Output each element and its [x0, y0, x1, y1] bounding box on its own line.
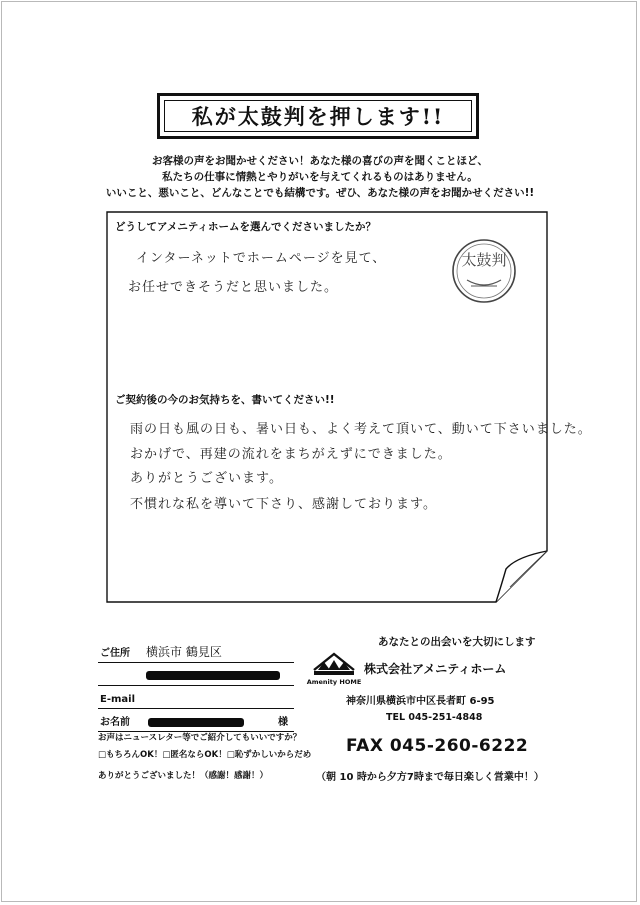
taikoban-stamp-icon	[449, 236, 519, 306]
stamp-text: 太鼓判	[461, 251, 507, 269]
redaction-bar	[146, 671, 280, 680]
intro-text	[100, 153, 540, 201]
question-1-label: どうしてアメニティホームを選んでくださいましたか？	[115, 221, 377, 233]
redaction-bar	[148, 718, 244, 727]
name-suffix: 様	[278, 717, 288, 728]
intro-line: 私たちの仕事に情熱とやりがいを与えてくれるものはありません。	[162, 171, 478, 183]
amenity-home-logo-icon	[306, 648, 362, 688]
name-label: お名前	[100, 717, 130, 728]
answer-1-line: お任せできそうだと思いました。	[128, 280, 339, 295]
intro-line: お客様の声をお聞かせください！あなた様の喜びの声を聞くことほど、	[152, 155, 488, 167]
logo-text: Amenity HOME	[306, 678, 362, 686]
question-2-label: ご契約後の今のお気持ちを、書いてください!!	[115, 394, 335, 406]
thanks-text: ありがとうございました！（感謝！感謝！）	[98, 771, 269, 781]
answer-2-line: おかげで、再建の流れをまちがえずにできました。	[130, 447, 452, 462]
answer-2-line: ありがとうございます。	[130, 471, 283, 486]
address-row-2	[98, 663, 294, 686]
company-tagline: あなたとの出会いを大切にします	[378, 636, 536, 648]
newsletter-question: お声はニュースレター等でご紹介してもいいですか？	[98, 733, 302, 743]
email-row	[98, 686, 294, 709]
answer-2-line: 雨の日も風の日も、暑い日も、よく考えて頂いて、動いて下さいました。	[130, 422, 592, 437]
name-row	[98, 709, 294, 732]
company-tel: TEL 045-251-4848	[386, 712, 483, 723]
company-address: 神奈川県横浜市中区長者町 6-95	[346, 696, 495, 707]
answer-2-line: 不慣れな私を導いて下さり、感謝しております。	[130, 497, 437, 512]
answer-1-line: インターネットでホームページを見て、	[136, 251, 387, 266]
newsletter-options: □もちろんOK！□匿名ならOK！□恥ずかしいからだめ	[98, 750, 312, 760]
customer-form	[98, 640, 294, 732]
address-value: 横浜市 鶴見区	[146, 645, 222, 659]
company-fax: FAX 045-260-6222	[346, 736, 529, 756]
email-label: E-mail	[100, 694, 136, 705]
page-title: 私が太鼓判を押します!!	[191, 104, 445, 129]
company-name: 株式会社アメニティホーム	[364, 662, 507, 676]
business-hours: （朝 10 時から夕方7時まで毎日楽しく営業中！）	[316, 772, 544, 783]
address-row	[98, 640, 294, 663]
title-box	[157, 93, 479, 139]
address-label: ご住所	[100, 648, 130, 659]
intro-line: いいこと、悪いこと、どんなことでも結構です。ぜひ、あなた様の声をお聞かせください!!	[105, 187, 535, 199]
